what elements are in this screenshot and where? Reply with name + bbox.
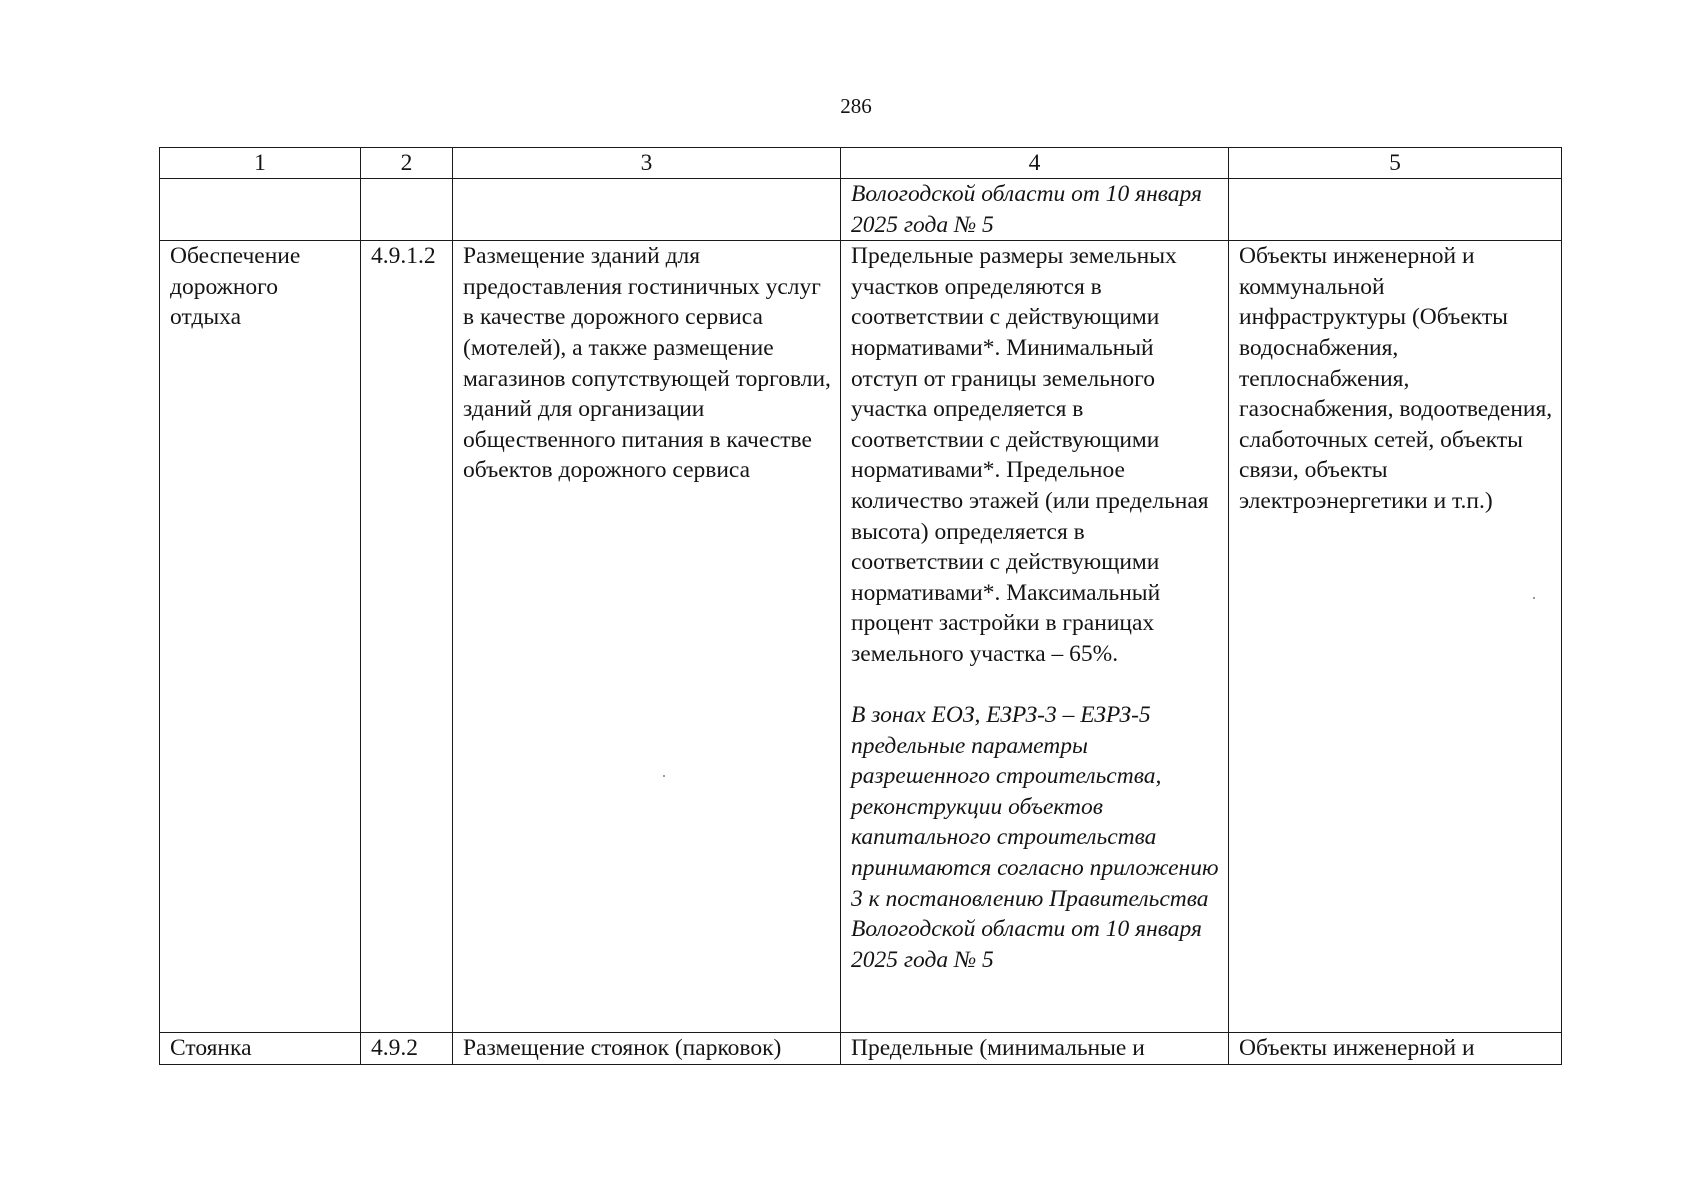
cell-use-description: Размещение зданий для предоставления гостиничных услуг в качестве дорожного сервиса (мотелей), а также размещение магазинов сопутствующей торговли, зданий для организации общественного питания в качестве объектов дорожного сервиса [453,241,841,1033]
cell-related-objects: Объекты инженерной и [1229,1033,1562,1065]
cell-use-parameters [841,241,1229,1033]
header-col-3: 3 [453,148,841,179]
cell-use-description: Размещение стоянок (парковок) [453,1033,841,1065]
land-use-table [159,147,1562,1065]
scan-speck [663,775,665,777]
table-row-parking [160,1033,1562,1065]
header-col-1: 1 [160,148,361,179]
table-row-road-rest [160,241,1562,1033]
paragraph-gap [851,670,1220,701]
parameters-text: Предельные размеры земельных участков определяются в соответствии с действующими нормативами*. Минимальный отступ от границы земельного участка определяется в соответствии с действующими нормативами*. Предельное количество этажей (или предельная высота) определяется в соответствии с действующими нормативами*. Максимальный процент застройки в границах земельного участка – 65%. [851,243,1209,667]
header-col-2: 2 [361,148,453,179]
table-row-continuation [160,179,1562,241]
cell-use-code: 4.9.1.2 [361,241,453,1033]
cell-empty [361,179,453,241]
cell-empty [160,179,361,241]
table-header-row [160,148,1562,179]
scan-speck [1533,597,1535,599]
cell-use-name: Обеспечение дорожного отдыха [160,241,361,1033]
cell-use-name: Стоянка [160,1033,361,1065]
cell-use-parameters: Предельные (минимальные и [841,1033,1229,1065]
page-number: 286 [840,94,872,118]
cell-continuation-text: Вологодской области от 10 января 2025 года № 5 [841,179,1229,241]
cell-use-code: 4.9.2 [361,1033,453,1065]
parameters-note: В зонах ЕОЗ, ЕЗРЗ-3 – ЕЗРЗ-5 предельные параметры разрешенного строительства, реконструкции объектов капитального строительства принимаются согласно приложению 3 к постановлению Правительства Вологодской области от 10 января 2025 года № 5 [851,702,1219,973]
cell-empty [453,179,841,241]
cell-empty [1229,179,1562,241]
cell-related-objects: Объекты инженерной и коммунальной инфраструктуры (Объекты водоснабжения, теплоснабжения, газоснабжения, водоотведения, слаботочных сетей, объекты связи, объекты электроэнергетики и т.п.) [1229,241,1562,1033]
header-col-4: 4 [841,148,1229,179]
header-col-5: 5 [1229,148,1562,179]
